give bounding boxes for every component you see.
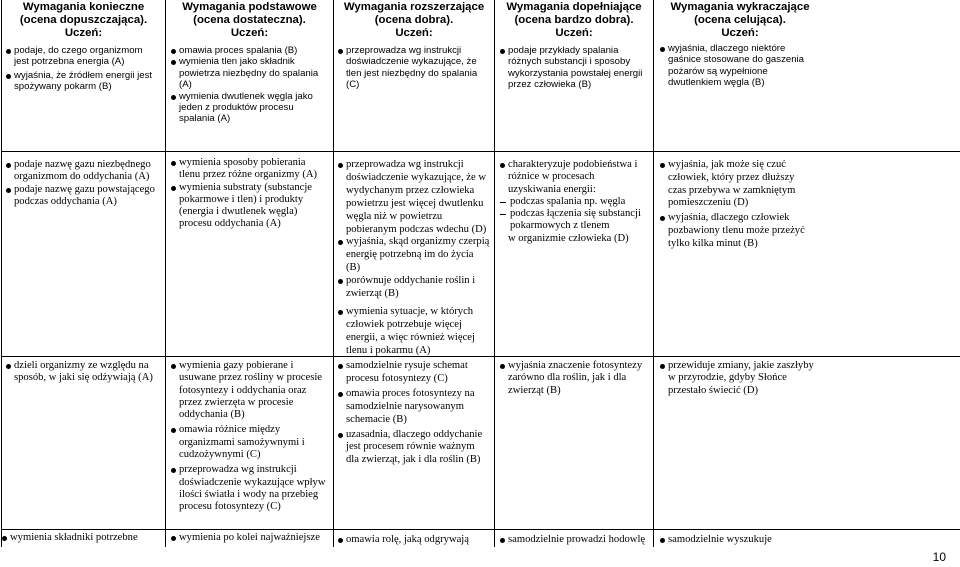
list-item: przeprowadza wg instrukcji doświadczenie wykazujące, że w wydychanym przez człowieka powietrzu jest więcej dwutlenku węgla niż w powietrzu pobieranym podczas wdechu (D) [338, 159, 490, 236]
header-title: Wymagania dopełniające [506, 1, 642, 13]
header-label: Uczeń: [555, 27, 593, 39]
row1-col2 [171, 45, 321, 125]
list-item: wyjaśnia, skąd organizmy czerpią energię potrzebną im do życia (B) [338, 236, 490, 275]
header-dopelniajace [495, 1, 653, 40]
row2-col1 [6, 159, 161, 208]
header-konieczne [2, 1, 165, 40]
col-divider-2 [333, 0, 334, 547]
row4-col1 [2, 532, 165, 544]
header-label: Uczeń: [230, 27, 269, 39]
row2-col2 [171, 157, 329, 231]
list-item: wyjaśnia, jak może się czuć człowiek, który przez dłuższy czas przebywa w zamkniętym pomieszczeniu (D) [660, 159, 815, 210]
list-item: wyjaśnia znaczenie fotosyntezy zarówno dla roślin, jak i dla zwierząt (B) [500, 360, 650, 397]
list-item: przeprowadza wg instrukcji doświadczenie wykazujące, że tlen jest niezbędny do spalania (C) [338, 45, 486, 91]
list-item: porównuje oddychanie roślin i zwierząt (B) [338, 275, 490, 301]
list-item: wyjaśnia, dlaczego niektóre gaśnice stosowane do gaszenia pożarów są wypełnione dwutlenkiem węgla (B) [660, 43, 810, 89]
header-grade: (ocena celująca). [694, 14, 786, 26]
row1-col4 [500, 45, 648, 91]
row4-col3 [338, 534, 490, 546]
row3-col3 [338, 360, 490, 467]
col-divider-4 [653, 0, 654, 547]
list-item-continuation: w organizmie człowieka (D) [508, 232, 629, 244]
list-item: wymienia po kolei najważniejsze [171, 532, 331, 544]
list-item: podaje, do czego organizmom jest potrzebna energia (A) [6, 45, 159, 68]
list-item: podaje przykłady spalania różnych substancji i sposoby wykorzystania powstałej energii przez człowieka (B) [500, 45, 648, 91]
list-item: wymienia dwutlenek węgla jako jeden z produktów procesu spalania (A) [171, 91, 321, 125]
row3-col1 [6, 360, 161, 385]
list-item: omawia proces spalania (B) [171, 45, 321, 56]
list-item: wymienia tlen jako składnik powietrza niezbędny do spalania (A) [171, 56, 321, 90]
row2-col3 [338, 159, 490, 358]
header-label: Uczeń: [395, 27, 433, 39]
row-divider-3 [1, 529, 960, 530]
list-item: samodzielnie prowadzi hodowlę [500, 534, 652, 546]
list-item: wymienia gazy pobierane i usuwane przez rośliny w procesie fotosyntezy i oddychania oraz przez zwierzęta w procesie oddychania (B) [171, 360, 326, 421]
table-border-left [1, 0, 2, 547]
row1-col3 [338, 45, 486, 91]
header-grade: (ocena dobra). [374, 14, 454, 26]
list-item: uzasadnia, dlaczego oddychanie jest procesem równie ważnym dla zwierząt, jak i dla roślin (B) [338, 429, 490, 468]
list-item: podaje nazwę gazu niezbędnego organizmom do oddychania (A) [6, 159, 161, 184]
header-grade: (ocena dopuszczająca). [19, 14, 148, 26]
list-item: wymienia sposoby pobierania tlenu przez różne organizmy (A) [171, 157, 329, 182]
list-item: omawia proces fotosyntezy na samodzielnie narysowanym schemacie (B) [338, 388, 490, 427]
list-item: przewiduje zmiany, jakie zaszłyby w przyrodzie, gdyby Słońce przestało świecić (D) [660, 360, 815, 397]
header-label: Uczeń: [64, 27, 103, 39]
header-title: Wymagania wykraczające [670, 1, 810, 13]
col-divider-1 [165, 0, 166, 547]
header-rozszerzajace [334, 1, 494, 40]
col-divider-3 [494, 0, 495, 547]
row1-col5 [660, 43, 810, 89]
row4-col4 [500, 534, 652, 546]
header-wykraczajace [654, 1, 826, 40]
header-label: Uczeń: [721, 27, 759, 39]
header-title: Wymagania konieczne [22, 1, 145, 13]
row-divider-1 [1, 151, 960, 152]
page-number: 10 [932, 550, 946, 564]
row2-col4 [500, 159, 650, 245]
list-item: samodzielnie rysuje schemat procesu fotosyntezy (C) [338, 360, 490, 386]
row4-col5 [660, 534, 815, 546]
header-grade: (ocena bardzo dobra). [514, 14, 634, 26]
list-item: dzieli organizmy ze względu na sposób, w jaki się odżywiają (A) [6, 360, 161, 385]
list-item: przeprowadza wg instrukcji doświadczenie wykazujące wpływ ilości światła i wody na przebieg procesu fotosyntezy (C) [171, 464, 326, 513]
list-item-dash: podczas spalania np. węgla [500, 196, 650, 208]
list-item: omawia różnice między organizmami samożywnymi i cudzożywnymi (C) [171, 424, 326, 461]
list-item: podaje nazwę gazu powstającego podczas oddychania (A) [6, 184, 161, 209]
list-item: wyjaśnia, dlaczego człowiek pozbawiony tlenu może przeżyć tylko kilka minut (B) [660, 212, 815, 250]
list-item: wymienia składniki potrzebne [2, 532, 165, 544]
list-item: omawia rolę, jaką odgrywają [338, 534, 490, 546]
list-item: wymienia sytuacje, w których człowiek potrzebuje więcej energii, a więc również więcej tlenu i pokarmu (A) [338, 306, 490, 358]
list-item: wymienia substraty (substancje pokarmowe i tlen) i produkty (energia i dwutlenek węgla) procesu oddychania (A) [171, 182, 329, 231]
header-title: Wymagania podstawowe [182, 1, 317, 13]
row3-col2 [171, 360, 326, 514]
list-item: wyjaśnia, że źródłem energii jest spożywany pokarm (B) [6, 70, 159, 93]
header-grade: (ocena dostateczna). [193, 14, 306, 26]
row2-col5 [660, 159, 815, 251]
row1-col1 [6, 45, 159, 93]
list-item: samodzielnie wyszukuje [660, 534, 815, 546]
row4-col2 [171, 532, 331, 544]
list-item-dash: podczas łączenia się substancji pokarmowych z tlenem [500, 208, 650, 233]
header-podstawowe [166, 1, 333, 40]
list-item: charakteryzuje podobieństwa i różnice w procesach uzyskiwania energii: [500, 159, 650, 196]
row3-col4 [500, 360, 650, 397]
header-title: Wymagania rozszerzające [343, 1, 485, 13]
row3-col5 [660, 360, 815, 397]
